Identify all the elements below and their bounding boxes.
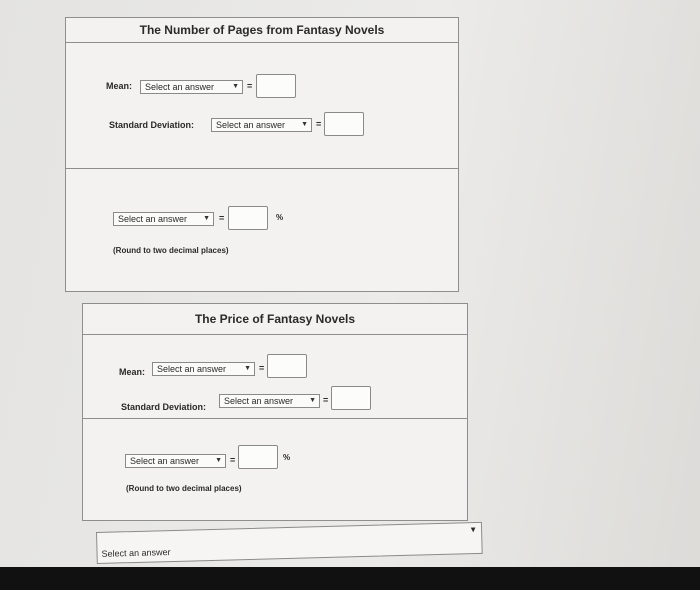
pages-sd-equals: = [316,119,322,129]
chevron-down-icon: ▼ [309,397,316,404]
pages-panel-title-row [66,18,458,43]
price-percent-input[interactable] [238,445,278,469]
pages-panel-title: The Number of Pages from Fantasy Novels [139,23,385,37]
price-mean-label: Mean: [119,367,146,377]
pages-sd-input[interactable] [324,112,364,136]
price-panel-title-row [83,304,467,335]
chevron-down-icon: ▼ [215,457,222,464]
price-mean-input[interactable] [267,354,307,378]
price-percent-select[interactable] [125,454,226,468]
price-mean-select[interactable] [152,362,255,376]
pages-mean-select[interactable] [140,80,243,94]
price-panel [82,303,468,521]
price-percent-select-text: Select an answer [130,456,200,466]
pages-mean-input[interactable] [256,74,296,98]
bottom-answer-select-text: Select an answer [101,547,171,559]
screen-bezel [0,567,700,590]
price-round-note: (Round to two decimal places) [126,484,242,493]
price-sd-label: Standard Deviation: [121,402,207,412]
pages-mean-label: Mean: [106,81,133,91]
pages-round-note: (Round to two decimal places) [113,246,229,255]
price-percent-equals: = [230,455,236,465]
pages-mean-select-text: Select an answer [145,82,215,92]
pages-panel [65,17,459,292]
price-percent-sign: % [283,453,291,462]
pages-percent-select[interactable] [113,212,214,226]
pages-sd-select[interactable] [211,118,312,132]
pages-sd-label: Standard Deviation: [109,120,195,130]
price-sd-select[interactable] [219,394,320,408]
chevron-down-icon: ▼ [301,121,308,128]
price-mean-equals: = [259,363,265,373]
pages-percent-sign: % [276,213,284,222]
price-sd-select-text: Select an answer [224,396,294,406]
pages-panel-divider [66,168,458,169]
pages-percent-equals: = [219,213,225,223]
pages-percent-input[interactable] [228,206,268,230]
chevron-down-icon: ▼ [232,83,239,90]
chevron-down-icon: ▼ [469,525,478,535]
chevron-down-icon: ▼ [203,215,210,222]
price-sd-equals: = [323,395,329,405]
pages-sd-select-text: Select an answer [216,120,286,130]
price-sd-input[interactable] [331,386,371,410]
price-mean-select-text: Select an answer [157,364,227,374]
price-panel-divider [83,418,467,419]
pages-mean-equals: = [247,81,253,91]
chevron-down-icon: ▼ [244,365,251,372]
price-panel-title: The Price of Fantasy Novels [194,312,356,326]
pages-percent-select-text: Select an answer [118,214,188,224]
